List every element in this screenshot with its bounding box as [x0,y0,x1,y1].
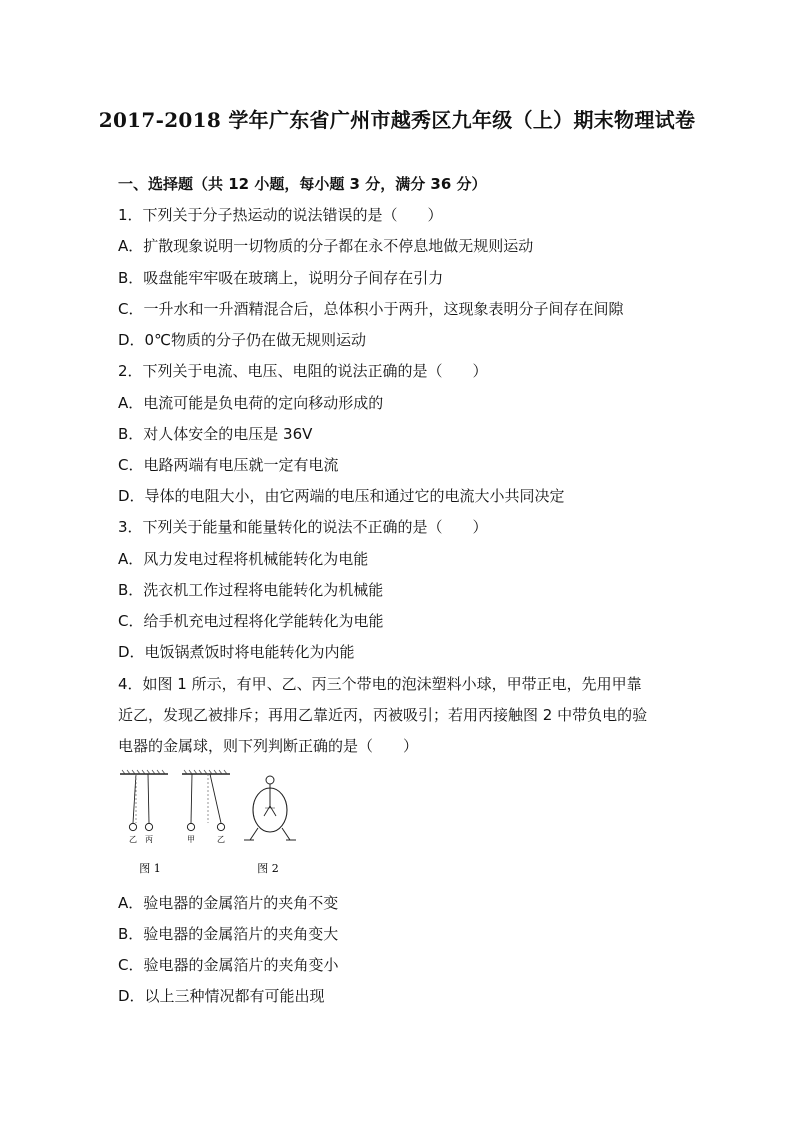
question-1-option-c: C．一升水和一升酒精混合后，总体积小于两升，这现象表明分子间存在间隙 [118,300,624,318]
figure-1-left-support [120,770,168,844]
question-4-stem-line-3: 电器的金属球，则下列判断正确的是（ ） [118,737,419,755]
question-4-option-a: A．验电器的金属箔片的夹角不变 [118,894,339,912]
question-2-option-b: B．对人体安全的电压是 36V [118,425,313,443]
question-2-stem: 2．下列关于电流、电压、电阻的说法正确的是（ ） [118,362,488,380]
question-4-option-c: C．验电器的金属箔片的夹角变小 [118,956,339,974]
question-3-option-a: A．风力发电过程将机械能转化为电能 [118,550,369,568]
electroscope-icon [244,776,296,840]
page-title: 2017-2018 学年广东省广州市越秀区九年级（上）期末物理试卷 [98,108,696,132]
question-1-stem: 1．下列关于分子热运动的说法错误的是（ ） [118,206,443,224]
ball-label: 甲 [187,835,195,844]
question-1-option-a: A．扩散现象说明一切物质的分子都在永不停息地做无规则运动 [118,237,534,255]
question-1-option-d: D．0℃物质的分子仍在做无规则运动 [118,331,366,349]
question-4-option-d: D．以上三种情况都有可能出现 [118,987,325,1005]
question-2-option-a: A．电流可能是负电荷的定向移动形成的 [118,394,384,412]
question-3-stem: 3．下列关于能量和能量转化的说法不正确的是（ ） [118,518,488,536]
ball-label: 丙 [145,835,153,844]
question-2-option-d: D．导体的电阻大小，由它两端的电压和通过它的电流大小共同决定 [118,487,565,505]
question-3-option-c: C．给手机充电过程将化学能转化为电能 [118,612,384,630]
question-4-figure [118,768,308,880]
question-4-stem-line-1: 4．如图 1 所示，有甲、乙、丙三个带电的泡沫塑料小球，甲带正电，先用甲靠 [118,675,642,693]
question-4-option-b: B．验电器的金属箔片的夹角变大 [118,925,339,943]
question-3-option-b: B．洗衣机工作过程将电能转化为机械能 [118,581,384,599]
question-1-option-b: B．吸盘能牢牢吸在玻璃上，说明分子间存在引力 [118,269,444,287]
figure-2-caption: 图 2 [257,862,279,875]
question-3-option-d: D．电饭锅煮饭时将电能转化为内能 [118,643,355,661]
question-2-option-c: C．电路两端有电压就一定有电流 [118,456,339,474]
ball-label: 乙 [217,835,225,844]
question-4-stem-line-2: 近乙，发现乙被排斥；再用乙靠近丙，丙被吸引；若用丙接触图 2 中带负电的验 [118,706,648,724]
figure-1-caption: 图 1 [139,862,161,875]
figure-1-right-support [182,770,230,844]
section-heading: 一、选择题（共 12 小题，每小题 3 分，满分 36 分） [118,175,487,193]
ball-label: 乙 [129,835,137,844]
electroscope-diagram [118,768,308,880]
